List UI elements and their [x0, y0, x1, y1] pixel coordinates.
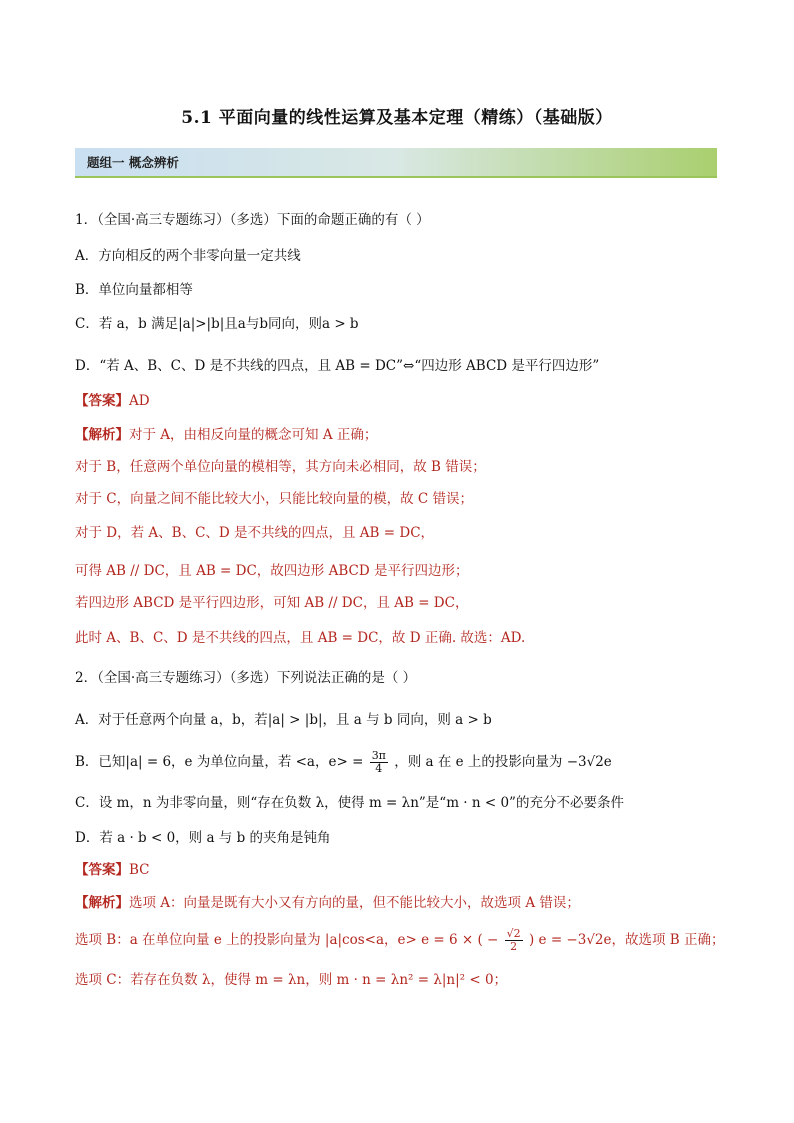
- q2-option-d: D．若 a · b < 0，则 a 与 b 的夹角是钝角: [75, 830, 331, 846]
- q1-analysis-0: 【解析】对于 A，由相反向量的概念可知 A 正确；: [75, 427, 378, 443]
- answer-value: AD: [129, 393, 150, 409]
- q1-analysis-2: 对于 C，向量之间不能比较大小，只能比较向量的模，故 C 错误；: [75, 491, 474, 507]
- q1-analysis-6: 此时 A、B、C、D 是不共线的四点，且 AB = DC，故 D 正确. 故选：AD.: [75, 630, 526, 646]
- fraction: $\frac{√2}{2}$: [506, 927, 521, 953]
- fraction: $\frac{3\pi}{4}$: [371, 749, 386, 775]
- q1-option-d: D．“若 A、B、C、D 是不共线的四点，且 AB = DC”⇔“四边形 ABCD 是平行四边形”: [75, 358, 600, 374]
- q1-option-b: B．单位向量都相等: [75, 282, 193, 298]
- q2-option-c: C．设 m，n 为非零向量，则“存在负数 λ，使得 m = λn”是“m · n < 0”的充分不必要条件: [75, 795, 624, 811]
- q2-analysis-c: 选项 C：若存在负数 λ，使得 m = λn，则 m · n = λn² = λ|n|² < 0；: [75, 972, 508, 988]
- answer-label: 【答案】: [75, 393, 129, 409]
- q2-option-b: B．已知|a| = 6，e 为单位向量，若 <a，e> = $\frac{3\pi}{4}$ ，则 a 在 e 上的投影向量为 −3√2e: [75, 749, 612, 775]
- q2-analysis-b: 选项 B：a 在单位向量 e 上的投影向量为 |a|cos<a，e> e = 6 × ( − $\frac{√2}{2}$ ) e = −3√2e，故选项 B 正确；: [75, 927, 725, 953]
- q1-analysis-5: 若四边形 ABCD 是平行四边形，可知 AB // DC，且 AB = DC，: [75, 595, 469, 611]
- q1-analysis-3: 对于 D，若 A、B、C、D 是不共线的四点，且 AB = DC，: [75, 525, 435, 541]
- q1-answer: [75, 391, 150, 411]
- q1-analysis-4: 可得 AB // DC，且 AB = DC，故四边形 ABCD 是平行四边形；: [75, 563, 469, 579]
- q1-option-c: C．若 a，b 满足|a|>|b|且a与b同向，则a > b: [75, 316, 359, 332]
- page-title: 5.1 平面向量的线性运算及基本定理（精练）（基础版）: [181, 108, 613, 128]
- q1-analysis-1: 对于 B，任意两个单位向量的模相等，其方向未必相同，故 B 错误；: [75, 459, 486, 475]
- q2-analysis-a: 【解析】选项 A：向量是既有大小又有方向的量，但不能比较大小，故选项 A 错误；: [75, 895, 580, 911]
- q2-option-a: A．对于任意两个向量 a，b，若|a| > |b|，且 a 与 b 同向，则 a > b: [75, 712, 492, 728]
- q1-option-a: A．方向相反的两个非零向量一定共线: [75, 248, 301, 264]
- q2-stem: 2．（全国·高三专题练习）（多选）下列说法正确的是（ ）: [75, 670, 417, 686]
- section-banner: 题组一 概念辨析: [75, 148, 717, 178]
- q2-answer: 【答案】BC: [75, 862, 150, 878]
- q1-stem: 1．（全国·高三专题练习）（多选）下面的命题正确的有（ ）: [75, 212, 430, 228]
- analysis-label: 【解析】: [75, 427, 129, 443]
